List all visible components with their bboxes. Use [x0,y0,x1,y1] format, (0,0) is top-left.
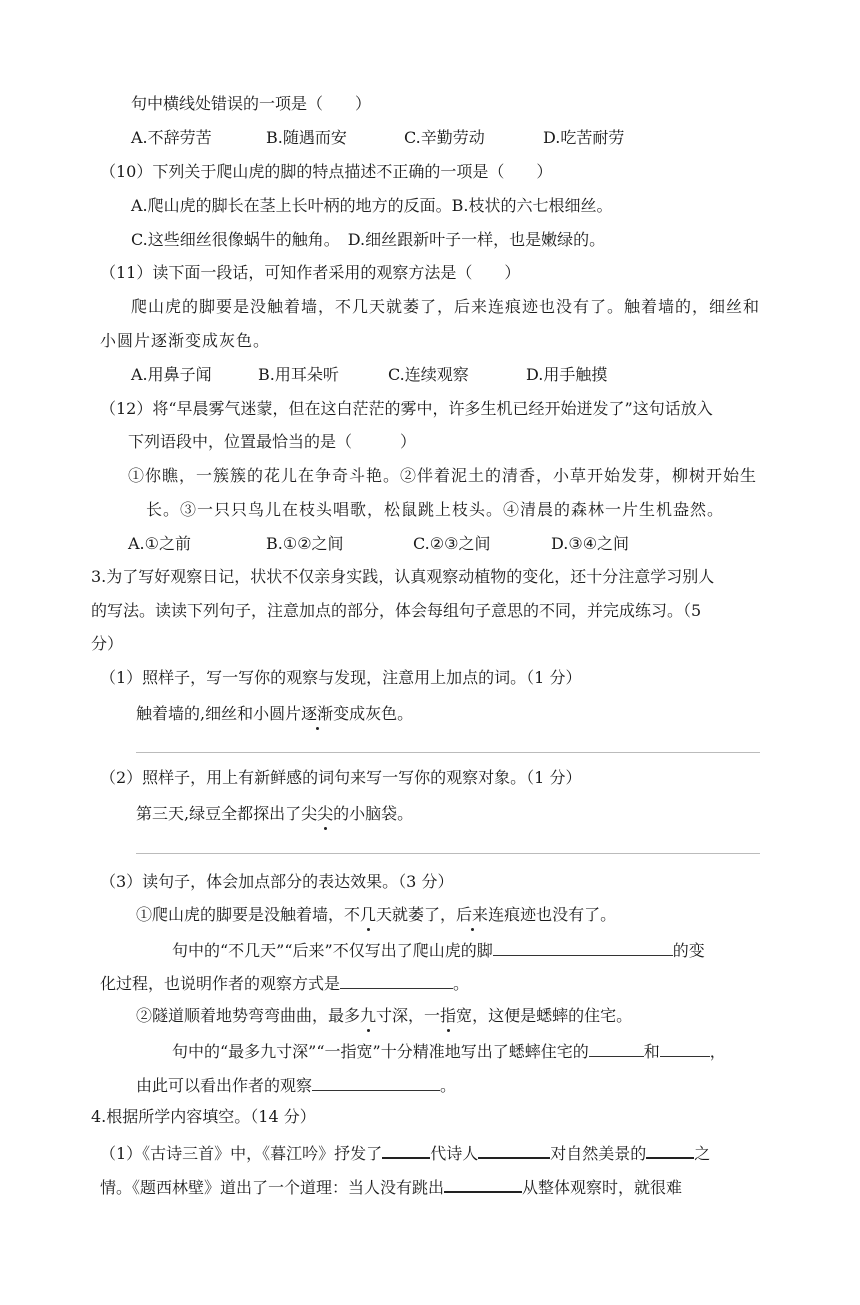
q4-line1: （1）《古诗三首》中，《暮江吟》抒发了 代诗人 对自然美景的 之 [100,1141,710,1164]
emphasis-dotted-phrase: 不几天 [344,905,393,924]
q12-option-c[interactable]: C.②③之间 [413,534,491,553]
q3-part2-example: 第三天,绿豆全都探出了尖尖的小脑袋。 [136,804,414,823]
fill-blank[interactable] [660,1040,710,1057]
q12-stem-line2: 下列语段中，位置最恰当的是（ ） [128,432,417,451]
q12-option-b[interactable]: B.①②之间 [266,534,344,553]
q11-option-b[interactable]: B.用耳朵听 [258,365,339,384]
q3-part1-stem: （1）照样子，写一写你的观察与发现，注意用上加点的词。（1 分） [100,668,582,687]
q11-option-d[interactable]: D.用手触摸 [526,365,608,384]
fill-blank[interactable] [493,939,673,956]
q3-sentence1-question-line2: 化过程，也说明作者的观察方式是 。 [100,974,470,993]
q4-line2: 情。《题西林壁》道出了一个道理：当人没有跳出 从整体观察时，就很难 [100,1175,682,1198]
q10-options-line2: C.这些细丝很像蜗牛的触角。 D.细丝跟新叶子一样，也是嫩绿的。 [131,230,606,249]
fill-blank[interactable] [589,1040,644,1057]
q12-passage-line2: 长。③一只只鸟儿在枝头唱歌，松鼠跳上枝头。④清晨的森林一片生机盎然。 [146,500,725,519]
q3-part2-stem: （2）照样子，用上有新鲜感的词句来写一写你的观察对象。（1 分） [100,768,582,787]
q9-option-b[interactable]: B.随遇而安 [266,128,347,147]
q11-stem: （11）读下面一段话，可知作者采用的观察方法是（ ） [100,263,521,282]
q9-option-d[interactable]: D.吃苦耐劳 [543,128,625,147]
q3-sentence2-question: 句中的“最多九寸深”“一指宽”十分精准地写出了蟋蟀住宅的 和 ， [172,1042,726,1061]
q12-option-d[interactable]: D.③④之间 [551,534,630,553]
q9-option-a[interactable]: A.不辞劳苦 [131,128,212,147]
q10-options-line1: A.爬山虎的脚长在茎上长叶柄的地方的反面。B.枝状的六七根细丝。 [131,196,613,215]
q11-passage-line1: 爬山虎的脚要是没触着墙，不几天就萎了，后来连痕迹也没有了。触着墙的，细丝和 [131,297,761,316]
fill-blank[interactable] [382,1141,430,1159]
fill-blank[interactable] [312,1074,440,1091]
q11-option-c[interactable]: C.连续观察 [388,365,469,384]
q12-stem-line1: （12）将“早晨雾气迷蒙，但在这白茫茫的雾中，许多生机已经开始迸发了”这句话放入 [100,399,713,418]
emphasis-dotted-phrase: 一指宽 [424,1006,473,1025]
q9-stem-tail: 句中横线处错误的一项是（ ） [131,94,372,113]
fill-blank[interactable] [444,1175,522,1193]
q3-part1-example: 触着墙的,细丝和小圆片逐渐变成灰色。 [136,704,414,723]
q3-sentence1-question: 句中的“不几天”“后来”不仅写出了爬山虎的脚 的变 [172,941,705,960]
q11-passage-line2: 小圆片逐渐变成灰色。 [100,331,271,350]
emphasis-dotted-word: 逐渐 [301,704,334,723]
q12-option-a[interactable]: A.①之前 [128,534,191,553]
fill-blank[interactable] [646,1141,694,1159]
q3-part3-stem: （3）读句子，体会加点部分的表达效果。（3 分） [100,872,454,891]
q11-option-a[interactable]: A.用鼻子闻 [131,365,212,384]
q3-sentence1: ①爬山虎的脚要是没触着墙，不几天就萎了，后来连痕迹也没有了。 [136,905,617,924]
emphasis-dotted-phrase: 后来 [456,905,489,924]
emphasis-dotted-phrase: 最多九寸深 [328,1006,409,1025]
q3-intro-line1: 3.为了写好观察日记，状状不仅亲身实践，认真观察动植物的变化，还十分注意学习别人 [91,567,715,586]
q3-sentence2: ②隧道顺着地势弯弯曲曲，最多九寸深，一指宽，这便是蟋蟀的住宅。 [136,1006,633,1025]
q10-stem: （10）下列关于爬山虎的脚的特点描述不正确的一项是（ ） [100,162,553,181]
q3-intro-line2: 的写法。读读下列句子，注意加点的部分，体会每组句子意思的不同，并完成练习。（5 [91,601,702,620]
fill-blank[interactable] [340,972,453,989]
emphasis-dotted-phrase: 探出了尖尖的小脑袋 [253,804,398,823]
q3-sentence2-question-line2: 由此可以看出作者的观察 。 [136,1076,457,1095]
q3-intro-line3: 分） [91,634,124,653]
fill-blank[interactable] [478,1141,550,1159]
q4-intro: 4.根据所学内容填空。（14 分） [91,1107,316,1126]
q9-option-c[interactable]: C.辛勤劳动 [404,128,485,147]
q3-part2-answer-line[interactable] [136,853,760,854]
q3-part1-answer-line[interactable] [136,752,760,753]
q12-passage-line1: ①你瞧，一簇簇的花儿在争奇斗艳。②伴着泥土的清香，小草开始发芽，柳树开始生 [128,466,758,485]
